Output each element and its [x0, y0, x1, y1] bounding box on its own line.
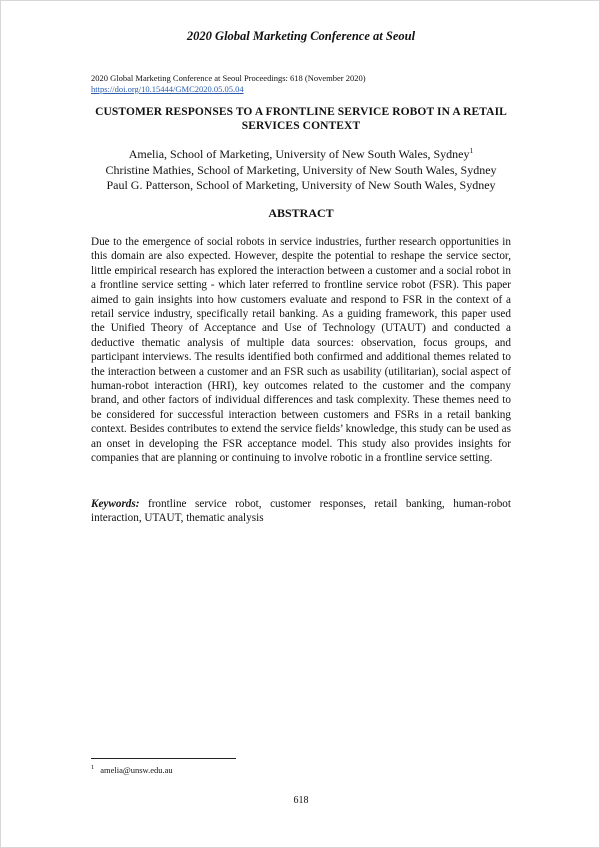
running-head: 2020 Global Marketing Conference at Seoul [186, 29, 416, 43]
keywords-label: Keywords: [91, 498, 140, 510]
doi-link[interactable]: https://doi.org/10.15444/GMC2020.05.05.04 [91, 84, 244, 94]
author-line-2: Christine Mathies, School of Marketing, University of New South Wales, Sydney [105, 162, 497, 177]
keywords-text: frontline service robot, customer responses, retail banking, human-robot interaction, UTAUT, thematic analysis [91, 498, 511, 525]
abstract-heading: ABSTRACT [268, 206, 334, 220]
paper-title-line-1: CUSTOMER RESPONSES TO A FRONTLINE SERVICE ROBOT IN A RETAIL [95, 106, 507, 118]
paper-title-line-2: SERVICES CONTEXT [241, 120, 361, 132]
author-1: Amelia, School of Marketing, University of New South Wales, Sydney [128, 147, 470, 161]
page-number: 618 [293, 795, 309, 806]
keywords-paragraph [91, 497, 511, 526]
footnote-mark: 1 [91, 764, 95, 772]
footnote-email: amelia@unsw.edu.au [100, 765, 173, 775]
author-list [71, 147, 531, 194]
proceedings-line: 2020 Global Marketing Conference at Seoul Proceedings: 618 (November 2020) [91, 73, 366, 83]
paper-title [91, 105, 511, 133]
footnote-divider [91, 758, 236, 759]
abstract-body: Due to the emergence of social robots in service industries, further research opportunities in this domain are also expected. However, despite the potential to reshape the service sector, little empirical research has explored the interaction between a customer and a social robot in a frontline service setting - which later referred to frontline service robot (FSR). This paper aimed to gain insights into how customers evaluate and respond to FSR in the context of a retail service industry, specifically retail banking. As a guiding framework, this paper used the Unified Theory of Acceptance and Use of Technology (UTAUT) and conducted a deductive thematic analysis of multiple data sources: observation, focus groups, and participant interviews. The results identified both confirmed and additional themes related to the interaction between a customer and an FSR such as usability (utilitarian), social aspect of human-robot interaction (HRI), key outcomes related to the customer and the company brand, and other factors of individual differences and task complexity. These themes need to be considered for successful interaction between customers and FSRs in a retail banking context. Besides contributes to extend the service fields’ knowledge, this study can be used as an onset in developing the FSR acceptance model. This study also provides insights for companies that are planning or continuing to involve robotic in a frontline service setting. [91, 236, 511, 465]
proceedings-info [91, 73, 511, 95]
author-line-1 [71, 147, 531, 163]
footnote [91, 765, 511, 776]
author-1-footnote-mark: 1 [469, 146, 474, 155]
author-line-3: Paul G. Patterson, School of Marketing, University of New South Wales, Sydney [106, 178, 496, 192]
